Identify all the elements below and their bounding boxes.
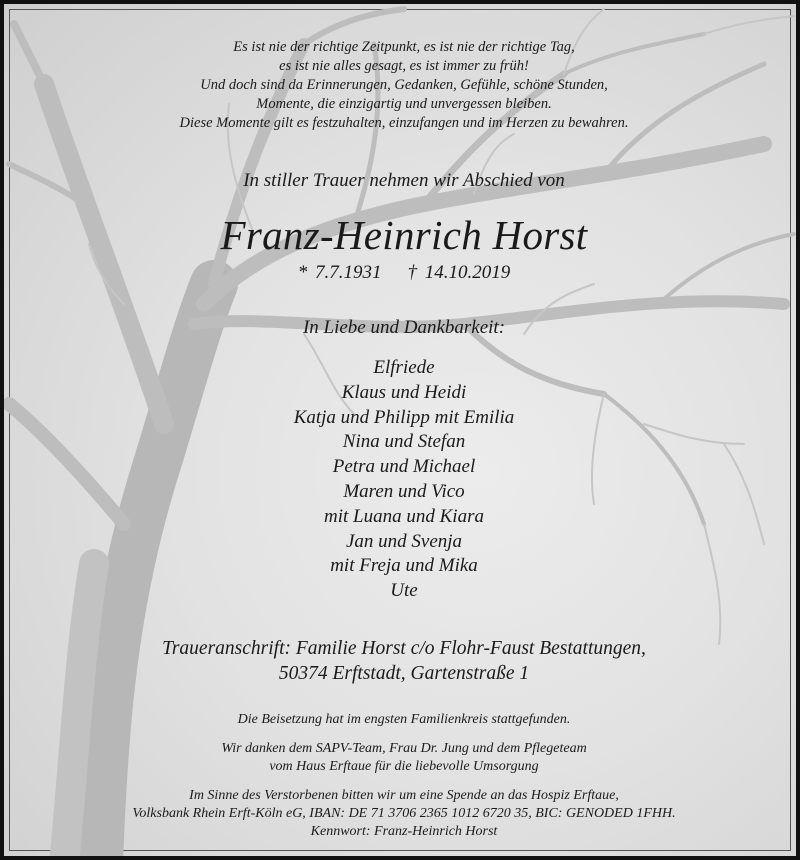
- donation-line: Im Sinne des Verstorbenen bitten wir um eine Spende an das Hospiz Erftaue,: [189, 788, 619, 803]
- address-line: Traueranschrift: Familie Horst c/o Flohr-Faust Bestattungen,: [162, 638, 646, 659]
- poem-line: Diese Momente gilt es festzuhalten, einzufangen und im Herzen zu bewahren.: [179, 115, 629, 131]
- burial-note: [4, 711, 800, 729]
- thanks-line: Wir danken dem SAPV-Team, Frau Dr. Jung und dem Pflegeteam: [221, 741, 587, 756]
- donation-line: Kennwort: Franz-Heinrich Horst: [310, 824, 498, 839]
- poem-line: Es ist nie der richtige Zeitpunkt, es ist nie der richtige Tag,: [233, 39, 575, 55]
- death-date: † 14.10.2019: [407, 262, 511, 283]
- poem-line: es ist nie alles gesagt, es ist immer zu früh!: [279, 58, 529, 74]
- donation-note: [4, 787, 800, 841]
- family-member: Katja und Philipp mit Emilia: [293, 406, 515, 428]
- family-member: Elfriede: [373, 357, 435, 378]
- poem: [4, 38, 800, 133]
- family-member: Nina und Stefan: [342, 431, 466, 453]
- poem-line: Momente, die einzigartig und unvergessen bleiben.: [256, 96, 552, 112]
- family-list: [4, 356, 800, 604]
- life-dates: [4, 262, 800, 284]
- poem-line: Und doch sind da Erinnerungen, Gedanken, Gefühle, schöne Stunden,: [200, 77, 608, 93]
- family-member: Klaus und Heidi: [341, 381, 467, 403]
- family-member: mit Freja und Mika: [330, 555, 478, 577]
- thanks-line: vom Haus Erftaue für die liebevolle Umsorgung: [269, 759, 539, 774]
- deceased-name: Franz-Heinrich Horst: [220, 212, 588, 258]
- family-member: Petra und Michael: [332, 456, 476, 478]
- family-member: Jan und Svenja: [345, 530, 463, 552]
- family-member: mit Luana und Kiara: [324, 505, 484, 527]
- address-line: 50374 Erftstadt, Gartenstraße 1: [278, 663, 530, 684]
- burial-line: Die Beisetzung hat im engsten Familienkreis stattgefunden.: [237, 712, 571, 727]
- mourning-address: [4, 636, 800, 686]
- family-member: Ute: [390, 580, 418, 602]
- love-heading: In Liebe und Dankbarkeit:: [302, 317, 506, 338]
- donation-line: Volksbank Rhein Erft-Köln eG, IBAN: DE 71 3706 2365 1012 6720 35, BIC: GENODED 1FHH.: [132, 806, 676, 821]
- intro-text: In stiller Trauer nehmen wir Abschied von: [243, 170, 565, 191]
- family-member: Maren und Vico: [343, 480, 465, 502]
- thanks-note: [4, 740, 800, 776]
- birth-date: * 7.7.1931: [297, 262, 382, 283]
